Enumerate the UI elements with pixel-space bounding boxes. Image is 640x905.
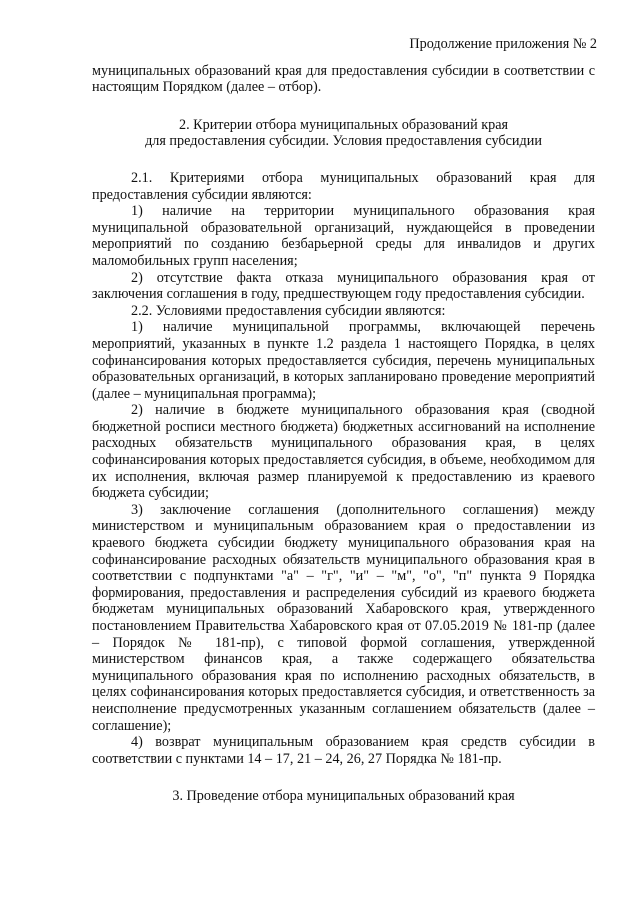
paragraph-2-1-item-1: 1) наличие на территории муниципального образования края муниципальной образовательной организаций, нуждающейся в проведении мероприятий по созданию безбарьерной среды для инвалидов и других маломобильных групп населения; bbox=[92, 203, 595, 269]
paragraph-2-1: 2.1. Критериями отбора муниципальных образований края для предоставления субсидии являются: bbox=[92, 169, 595, 203]
paragraph-2-2-item-2: 2) наличие в бюджете муниципального образования края (сводной бюджетной росписи местного бюджета) бюджетных ассигнований на исполнение расходных обязательств муниципального образования края, в целях софинансирования которых предоставляется субсидия, в объеме, необходимом для их исполнения, включая размер планируемой к предоставлению из краевого бюджета субсидии; bbox=[92, 402, 595, 502]
paragraph-2-2-item-3: 3) заключение соглашения (дополнительного соглашения) между министерством и муниципальным образованием края о предоставлении из краевого бюджета субсидии бюджету муниципального образования края на софинансирование расходных обязательств муниципального образования края в соответствии с подпунктами "а" – "г", "и" – "м", "о", "п" пункта 9 Порядка формирования, предоставления и распределения субсидий из краевого бюджета бюджетам муниципальных образований Хабаровского края, утвержденного постановлением Правительства Хабаровского края от 07.05.2019 № 181-пр (далее – Порядок № 181-пр), с типовой формой соглашения, утвержденной министерством финансов края, а также содержащего обязательства муниципального образования края по исполнению расходных обязательств, в целях софинансирования которых предоставляется субсидия, и ответственность за неисполнение предусмотренных указанным соглашением обязательств (далее – соглашение); bbox=[92, 501, 595, 734]
section-3-heading: 3. Проведение отбора муниципальных образований края bbox=[172, 788, 515, 805]
paragraph-2-2: 2.2. Условиями предоставления субсидии являются: bbox=[131, 302, 446, 319]
paragraph-2-2-item-1: 1) наличие муниципальной программы, включающей перечень мероприятий, указанных в пункте 1.2 раздела 1 настоящего Порядка, в целях софинансирования которых предоставляется субсидия, перечень муниципальных образовательных организаций, в которых запланировано проведение мероприятий (далее – муниципальная программа); bbox=[92, 319, 595, 402]
section-2-heading-line-1: 2. Критерии отбора муниципальных образований края bbox=[178, 116, 509, 133]
page-header: Продолжение приложения № 2 bbox=[409, 36, 597, 52]
intro-continuation: муниципальных образований края для предоставления субсидии в соответствии с настоящим Порядком (далее – отбор). bbox=[92, 62, 595, 96]
section-2-heading bbox=[92, 117, 595, 150]
paragraph-2-1-item-2: 2) отсутствие факта отказа муниципального образования края от заключения соглашения в году, предшествующем году предоставления субсидии. bbox=[92, 269, 595, 303]
paragraph-2-2-item-4: 4) возврат муниципальным образованием края средств субсидии в соответствии с пунктами 14 – 17, 21 – 24, 26, 27 Порядка № 181-пр. bbox=[92, 734, 595, 767]
document-page bbox=[92, 36, 595, 805]
section-2-heading-line-2: для предоставления субсидии. Условия предоставления субсидии bbox=[145, 133, 542, 150]
